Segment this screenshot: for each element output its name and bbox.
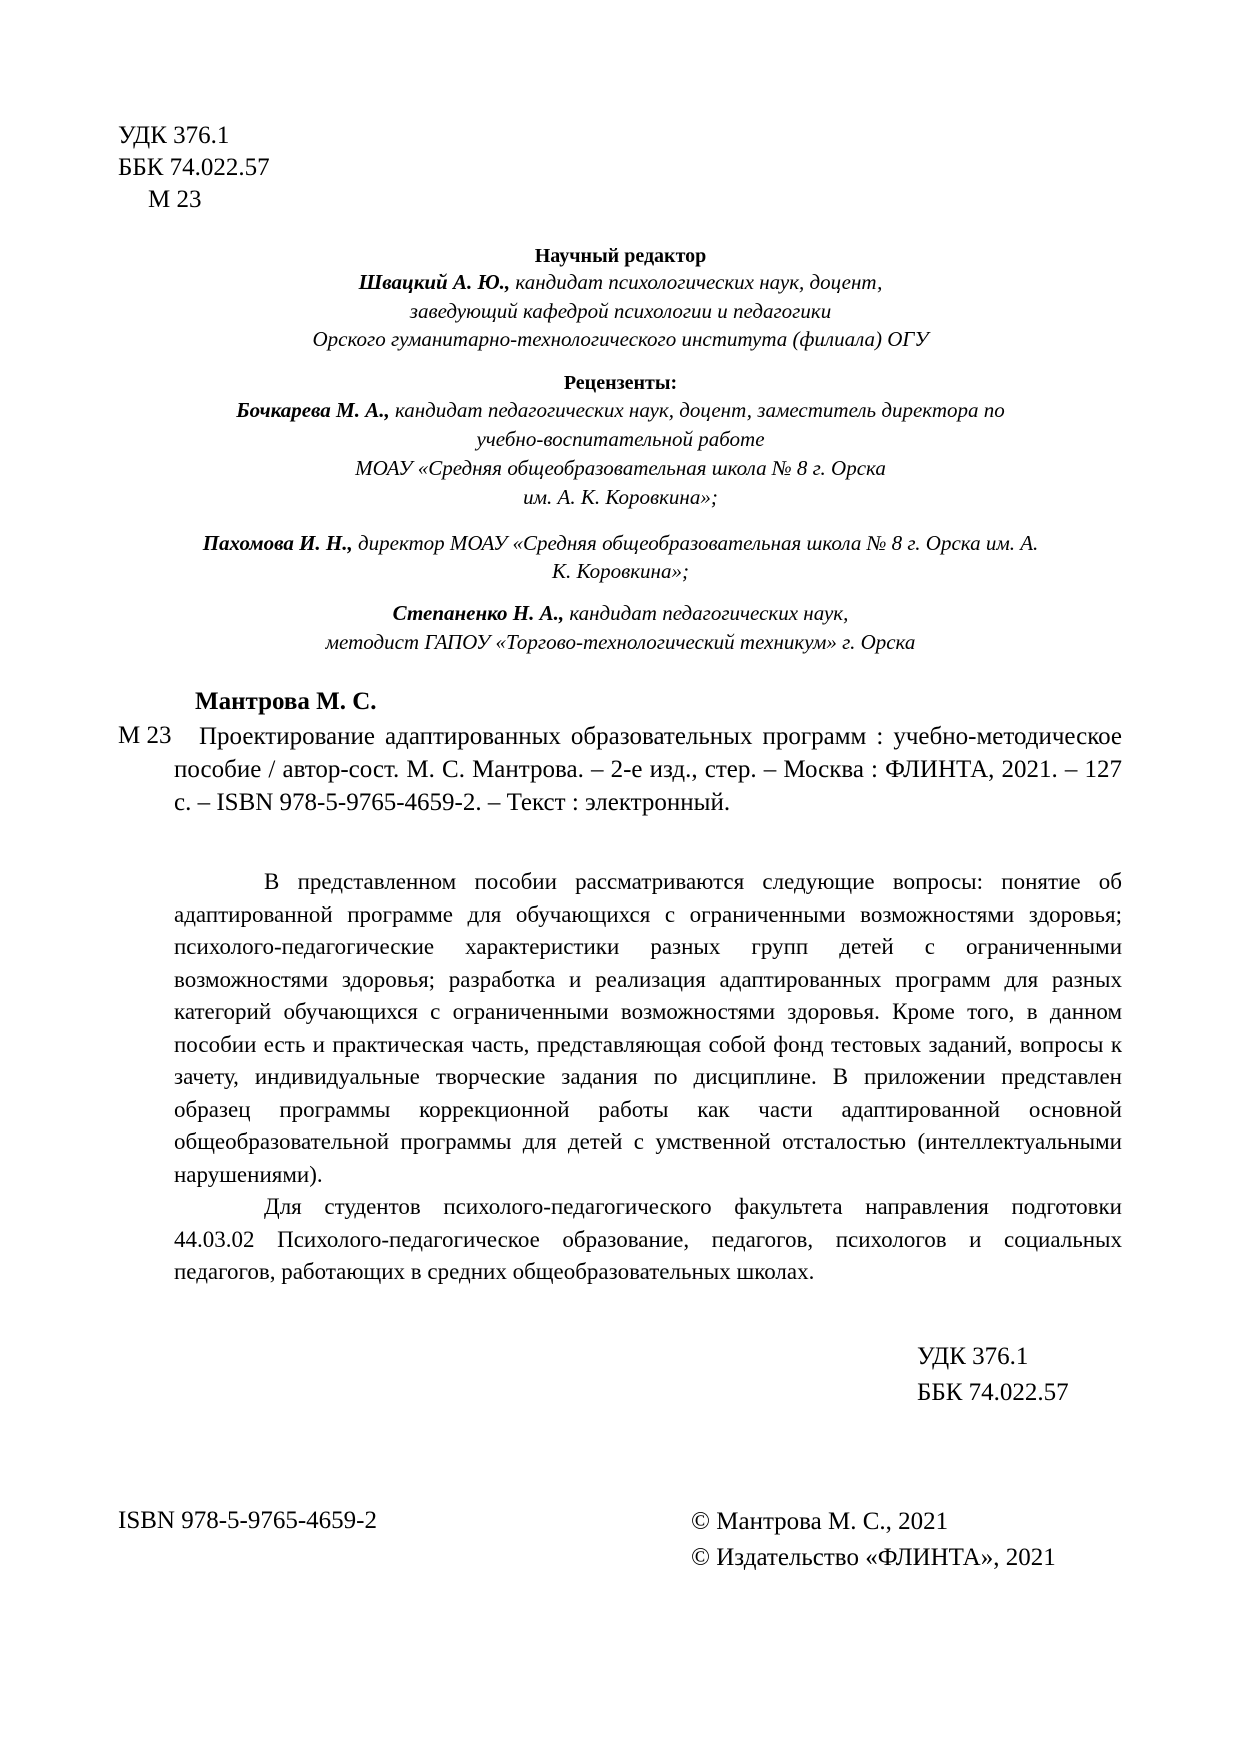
reviewer-2-title: директор МОАУ «Средняя общеобразовательная школа № 8 г. Орска им. А. xyxy=(352,531,1039,555)
reviewer-3-line-1 xyxy=(118,599,1123,628)
bbk-code: ББК 74.022.57 xyxy=(118,154,270,181)
bbk-code-bottom: ББК 74.022.57 xyxy=(917,1379,1069,1406)
reviewer-3-line-2: методист ГАПОУ «Торгово-технологический техникум» г. Орска xyxy=(325,630,916,654)
udk-code: УДК 376.1 xyxy=(118,122,230,149)
classification-codes-bottom xyxy=(917,1339,1069,1411)
entry-author: Мантрова М. С. xyxy=(195,688,377,715)
annotation-paragraph-1: В представленном пособии рассматриваются следующие вопросы: понятие об адаптированной программе для обучающихся с ограниченными возможностями здоровья; психолого-педагогические характеристики разных групп детей с ограниченными возможностями здоровья; разработка и реализация адаптированных программ для разных категорий обучающихся с ограниченными возможностями здоровья. Кроме того, в данном пособии есть и практическая часть, представляющая собой фонд тестовых заданий, вопросы к зачету, индивидуальные творческие задания по дисциплине. В приложении представлен образец программы коррекционной работы как части адаптированной основной общеобразовательной программы для детей с умственной отсталостью (интеллектуальными нарушениями). xyxy=(174,869,1122,1187)
copyright-author: © Мантрова М. С., 2021 xyxy=(691,1508,949,1535)
reviewers-header: Рецензенты: xyxy=(563,372,678,394)
entry-code: М 23 xyxy=(118,722,172,749)
editor-title: кандидат психологических наук, доцент, xyxy=(510,270,883,294)
reviewer-1-line-2: учебно-воспитательной работе xyxy=(476,427,765,451)
bibliographic-entry: Проектирование адаптированных образовательных программ : учебно-методическое пособие / автор-сост. М. С. Мантрова. – 2-е изд., стер. – Москва : ФЛИНТА, 2021. – 127 с. – ISBN 978-5-9765-4659-2. – Текст : электронный. xyxy=(174,723,1122,816)
annotation xyxy=(174,866,1122,1289)
editor-line-3: Орского гуманитарно-технологического института (филиала) ОГУ xyxy=(312,327,929,351)
reviewer-1-line-4: им. А. К. Коровкина»; xyxy=(523,485,718,509)
copyright-block xyxy=(691,1504,1056,1576)
copyright-publisher: © Издательство «ФЛИНТА», 2021 xyxy=(691,1544,1056,1571)
editor-header: Научный редактор xyxy=(534,245,707,267)
reviewer-1-name: Бочкарева М. А., xyxy=(236,398,390,422)
classification-codes xyxy=(118,120,270,216)
reviewer-3-name: Степаненко Н. А., xyxy=(392,601,565,625)
reviewer-1-line-3: МОАУ «Средняя общеобразовательная школа № 8 г. Орска xyxy=(355,456,886,480)
reviewer-2-line-1 xyxy=(118,529,1123,558)
reviewer-2-line-2: К. Коровкина»; xyxy=(552,559,689,583)
author-sign: М 23 xyxy=(148,186,202,213)
editor-name: Швацкий А. Ю., xyxy=(358,270,511,294)
reviewer-2-name: Пахомова И. Н., xyxy=(202,531,353,555)
reviewer-1-title: кандидат педагогических наук, доцент, заместитель директора по xyxy=(389,398,1005,422)
udk-code-bottom: УДК 376.1 xyxy=(917,1343,1029,1370)
editor-line-1 xyxy=(118,268,1123,297)
reviewer-3-title: кандидат педагогических наук, xyxy=(564,601,849,625)
isbn: ISBN 978-5-9765-4659-2 xyxy=(118,1507,378,1534)
annotation-paragraph-2: Для студентов психолого-педагогического факультета направления подготовки 44.03.02 Психолого-педагогическое образование, педагогов, психологов и социальных педагогов, работающих в средних общеобразовательных школах. xyxy=(174,1194,1122,1284)
reviewer-1-line-1 xyxy=(118,396,1123,425)
editor-line-2: заведующий кафедрой психологии и педагогики xyxy=(409,299,832,323)
